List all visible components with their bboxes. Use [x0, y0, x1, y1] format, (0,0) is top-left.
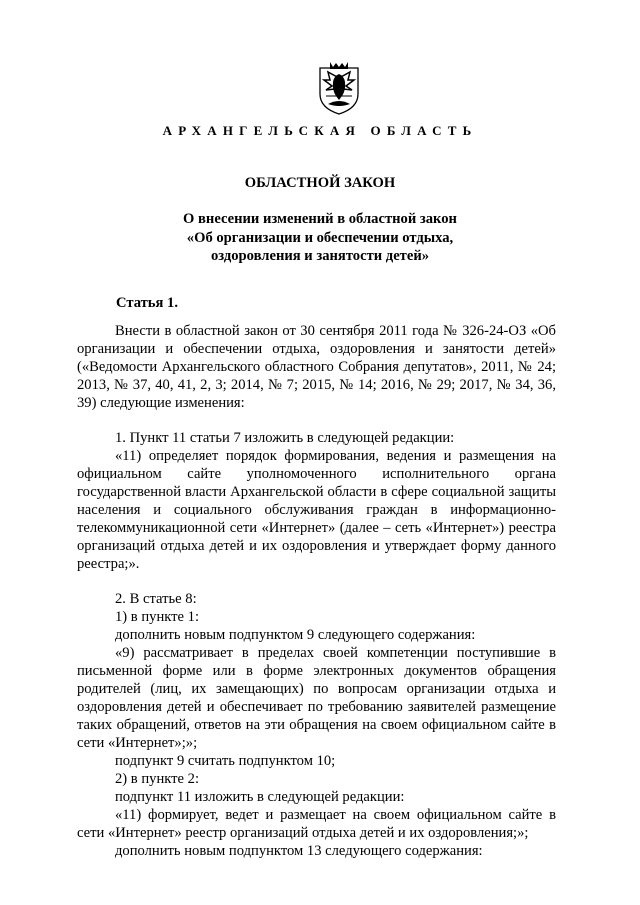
article-heading: Статья 1.: [116, 295, 178, 311]
paragraph-subitem-1: 1) в пункте 1:: [115, 609, 200, 625]
paragraph-subitem-11-text: «11) формирует, ведет и размещает на своем официальном сайте в сети «Интернет» реестр организаций отдыха детей и их оздоровления;»;: [77, 807, 556, 841]
paragraph-item-2: 2. В статье 8:: [115, 591, 197, 607]
paragraph-renumber: подпункт 9 считать подпунктом 10;: [115, 753, 336, 769]
paragraph-subitem-2: 2) в пункте 2:: [115, 771, 200, 787]
paragraph-subitem-11: подпункт 11 изложить в следующей редакции:: [115, 789, 405, 805]
law-title-line: оздоровления и занятости детей»: [210, 248, 430, 264]
law-title-line: «Об организации и обеспечении отдыха,: [186, 229, 454, 246]
paragraph-add-9: дополнить новым подпунктом 9 следующего содержания:: [115, 627, 476, 643]
paragraph-preamble: Внести в областной закон от 30 сентября 2011 года № 326-24-ОЗ «Об организации и обеспечении отдыха, оздоровления и занятости детей» («Ведомости Архангельского областного Собрания депутатов», 2011, № 24; 2013, № 37, 40, 41, 2, 3; 2014, № 7; 2015, № 14; 2016, № 29; 2017, № 34, 36, 39) следующие изменения:: [77, 323, 556, 411]
paragraph-subitem-9-text: «9) рассматривает в пределах своей компетенции поступившие в письменной форме или в форме электронных документов обращения родителей (лиц, их замещающих) по вопросам организации отдыха и оздоровления детей и обеспечивает по требованию заявителей размещение таких обращений, ответов на эти обращения на своем официальном сайте в сети «Интернет»;»;: [77, 645, 556, 751]
paragraph-item-1: 1. Пункт 11 статьи 7 изложить в следующей редакции:: [115, 430, 455, 446]
law-title: [0, 210, 640, 266]
region-name: АРХАНГЕЛЬСКАЯ ОБЛАСТЬ: [162, 123, 478, 138]
law-body: [77, 322, 556, 860]
coat-of-arms-icon: [316, 60, 362, 116]
paragraph-add-13: дополнить новым подпунктом 13 следующего содержания:: [115, 843, 483, 859]
law-type-heading: ОБЛАСТНОЙ ЗАКОН: [244, 175, 396, 191]
paragraph-item-1-text: «11) определяет порядок формирования, ведения и размещения на официальном сайте уполномоченного исполнительного органа государственной власти Архангельской области в сфере социальной защиты населения и социального обслуживания граждан в информационно-телекоммуникационной сети «Интернет» (далее – сеть «Интернет») реестра организаций отдыха детей и их оздоровления и утверждает форму данного реестра;».: [77, 448, 556, 572]
law-title-line: О внесении изменений в областной закон: [183, 211, 457, 227]
